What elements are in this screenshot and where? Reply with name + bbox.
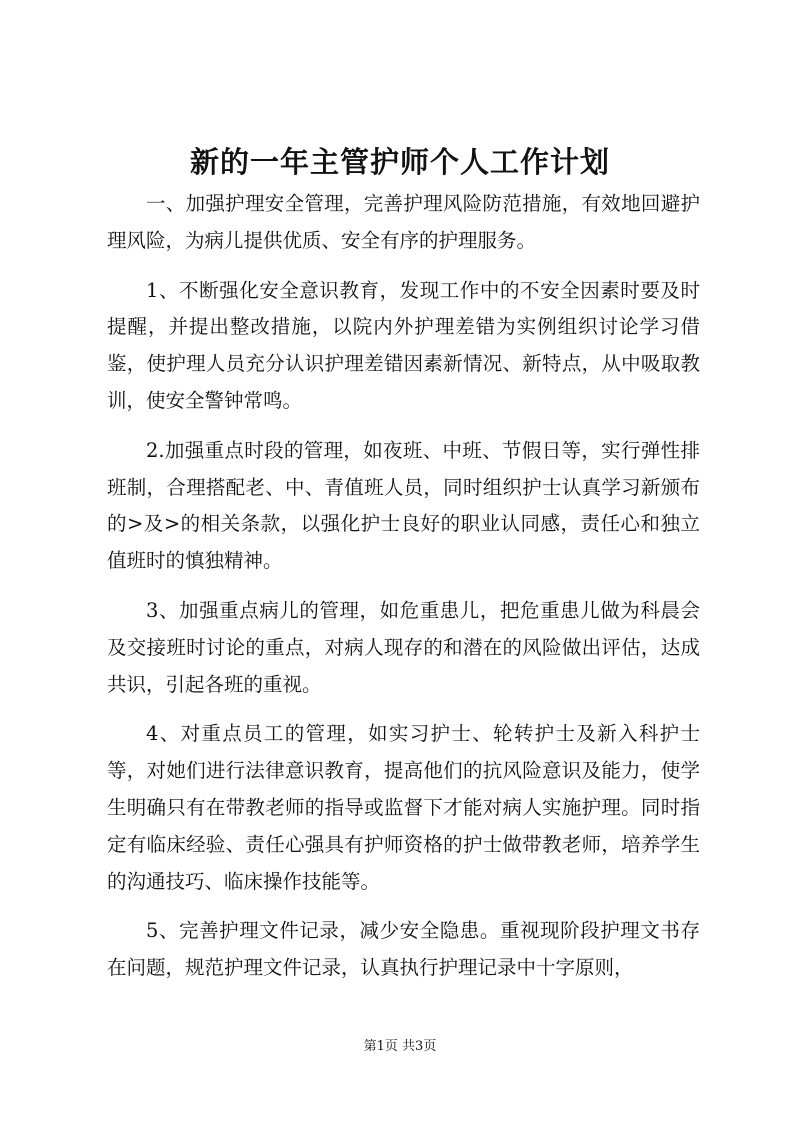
document-body xyxy=(107,186,700,1000)
paragraph-item-5: 5、完善护理文件记录，减少安全隐患。重视现阶段护理文书存在问题，规范护理文件记录，认真执行护理记录中十字原则， xyxy=(107,919,700,980)
page-footer: 第1页 共3页 xyxy=(363,1039,437,1054)
paragraph-intro: 一、加强护理安全管理，完善护理风险防范措施，有效地回避护理风险，为病儿提供优质、安全有序的护理服务。 xyxy=(107,192,700,252)
document-title: 新的一年主管护师个人工作计划 xyxy=(189,145,610,179)
paragraph-item-1: 1、不断强化安全意识教育，发现工作中的不安全因素时要及时提醒，并提出整改措施，以院内外护理差错为实例组织讨论学习借鉴，使护理人员充分认识护理差错因素新情况、新特点，从中吸取教训，使安全警钟常鸣。 xyxy=(107,278,700,412)
paragraph-item-3: 3、加强重点病儿的管理，如危重患儿，把危重患儿做为科晨会及交接班时讨论的重点，对病人现存的和潜在的风险做出评估，达成共识，引起各班的重视。 xyxy=(107,598,700,696)
paragraph-item-4: 4、对重点员工的管理，如实习护士、轮转护士及新入科护士等，对她们进行法律意识教育，提高他们的抗风险意识及能力，使学生明确只有在带教老师的指导或监督下才能对病人实施护理。同时指定有临床经验、责任心强具有护师资格的护士做带教老师，培养学生的沟通技巧、临床操作技能等。 xyxy=(107,722,700,893)
paragraph-item-2: 2.加强重点时段的管理，如夜班、中班、节假日等，实行弹性排班制，合理搭配老、中、青值班人员，同时组织护士认真学习新颁布的>及>的相关条款，以强化护士良好的职业认同感，责任心和独立值班时的慎独精神。 xyxy=(107,438,700,573)
